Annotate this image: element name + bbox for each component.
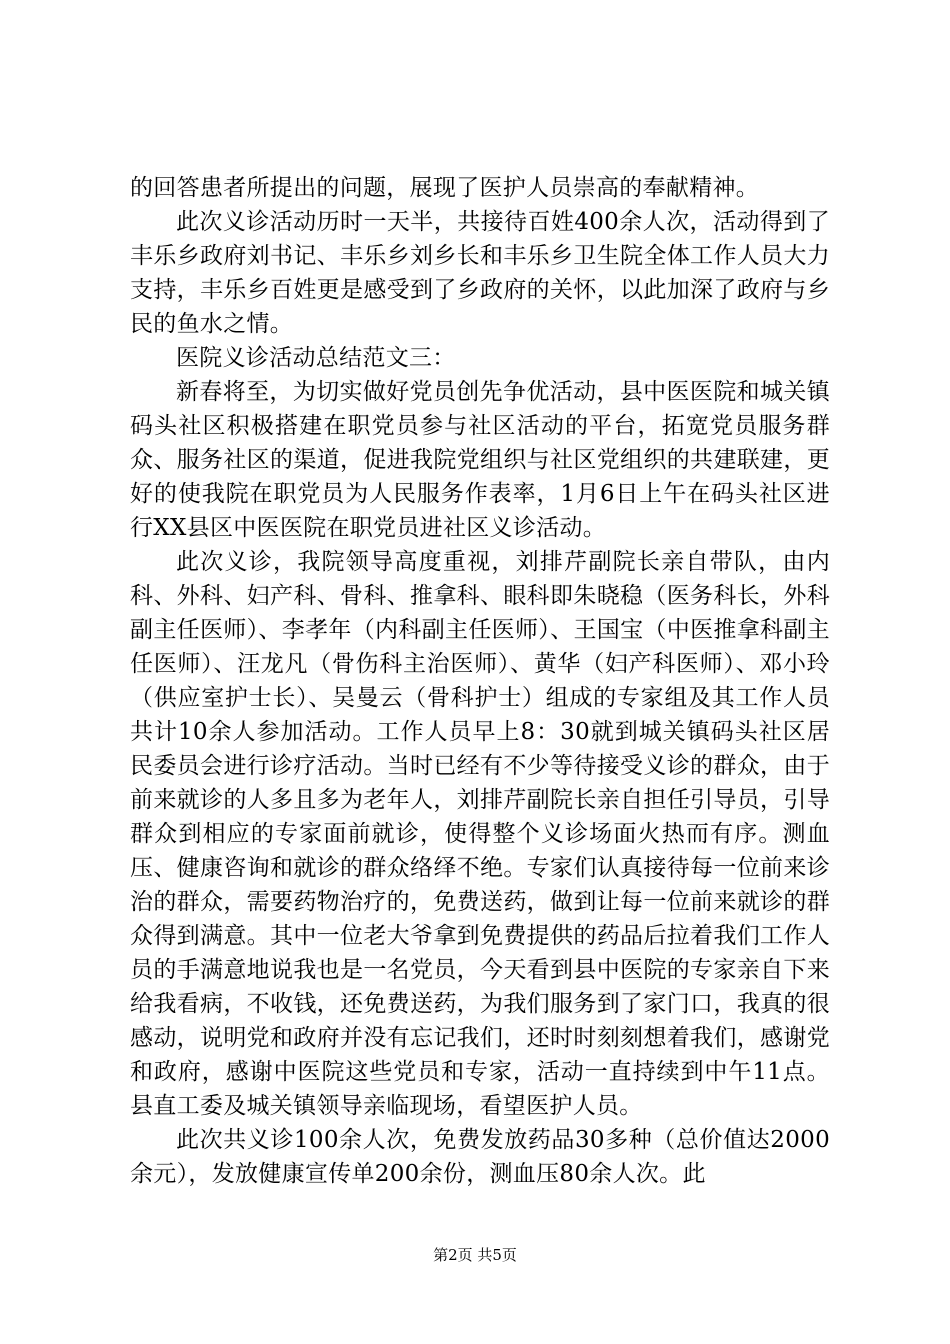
paragraph-event-summary: 此次义诊活动历时一天半，共接待百姓400余人次，活动得到了丰乐乡政府刘书记、丰乐乡刘乡长和丰乐乡卫生院全体工作人员大力支持，丰乐乡百姓更是感受到了乡政府的关怀，以此加深了政府与乡民的鱼水之情。 — [130, 209, 830, 337]
paragraph-statistics: 此次共义诊100余人次，免费发放药品30多种（总价值达2000余元），发放健康宣传单200余份，测血压80余人次。此 — [130, 1127, 830, 1187]
paragraph-continuation: 的回答患者所提出的问题，展现了医护人员崇高的奉献精神。 — [130, 175, 760, 201]
page-footer — [0, 1246, 950, 1264]
document-body — [130, 171, 830, 1191]
page-number: 第2页 共5页 — [433, 1246, 517, 1264]
paragraph-introduction: 新春将至，为切实做好党员创先争优活动，县中医医院和城关镇码头社区积极搭建在职党员参与社区活动的平台，拓宽党员服务群众、服务社区的渠道，促进我院党组织与社区党组织的共建联建，更好的使我院在职党员为人民服务作表率，1月6日上午在码头社区进行XX县区中医医院在职党员进社区义诊活动。 — [130, 379, 830, 541]
paragraph-details: 此次义诊，我院领导高度重视，刘排芹副院长亲自带队，由内科、外科、妇产科、骨科、推拿科、眼科即朱晓稳（医务科长，外科副主任医师）、李孝年（内科副主任医师）、王国宝（中医推拿科副主任医师）、汪龙凡（骨伤科主治医师）、黄华（妇产科医师）、邓小玲（供应室护士长）、吴曼云（骨科护士）组成的专家组及其工作人员共计10余人参加活动。工作人员早上8：30就到城关镇码头社区居民委员会进行诊疗活动。当时已经有不少等待接受义诊的群众，由于前来就诊的人多且多为老年人，刘排芹副院长亲自担任引导员，引导群众到相应的专家面前就诊，使得整个义诊场面火热而有序。测血压、健康咨询和就诊的群众络绎不绝。专家们认真接待每一位前来诊治的群众，需要药物治疗的，免费送药，做到让每一位前来就诊的群众得到满意。其中一位老大爷拿到免费提供的药品后拉着我们工作人员的手满意地说我也是一名党员，今天看到县中医院的专家亲自下来给我看病，不收钱，还免费送药，为我们服务到了家门口，我真的很感动，说明党和政府并没有忘记我们，还时时刻刻想着我们，感谢党和政府，感谢中医院这些党员和专家，活动一直持续到中午11点。县直工委及城关镇领导亲临现场，看望医护人员。 — [130, 549, 830, 1119]
section-heading: 医院义诊活动总结范文三： — [176, 345, 456, 371]
